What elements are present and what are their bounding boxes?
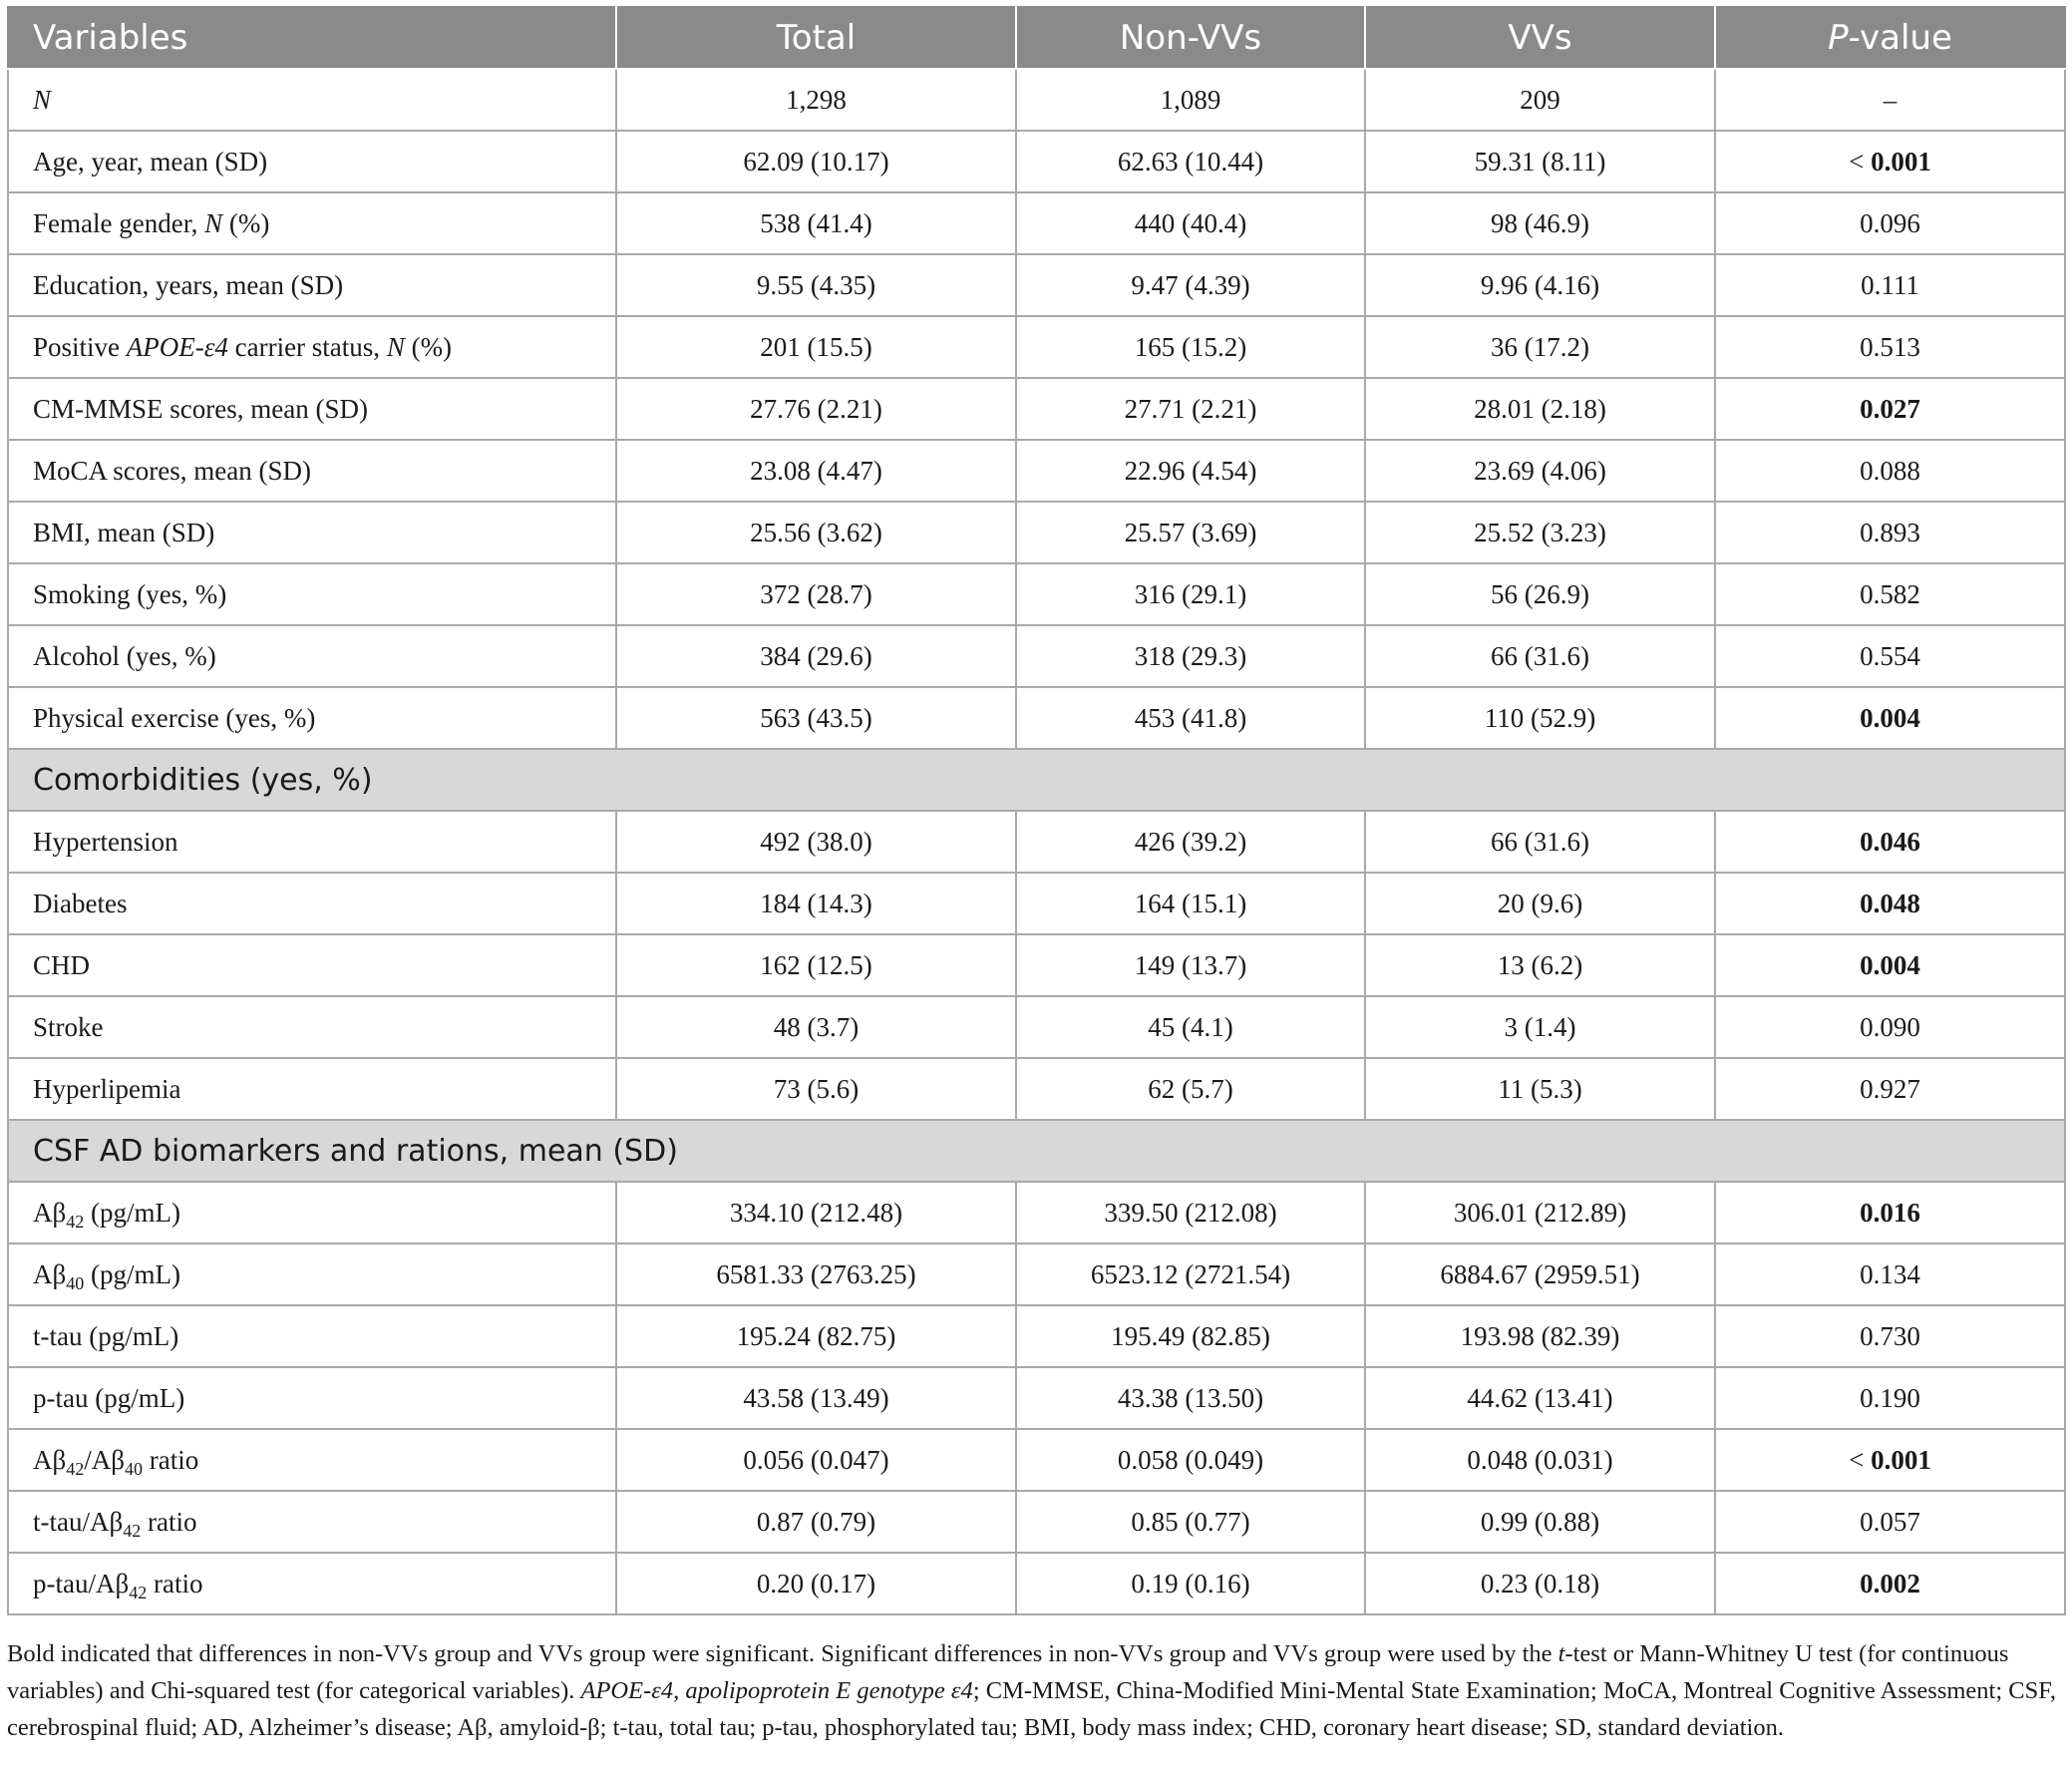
- variable-text: p-tau/Aβ: [33, 1568, 130, 1599]
- cell-non-vvs: 149 (13.7): [1016, 934, 1365, 996]
- cell-total: 384 (29.6): [616, 625, 1016, 687]
- cell-vvs: 306.01 (212.89): [1365, 1182, 1715, 1244]
- cell-total: 6581.33 (2763.25): [616, 1244, 1016, 1305]
- variable-text: Aβ: [33, 1258, 67, 1289]
- p-value-text: 0.016: [1860, 1197, 1920, 1228]
- cell-non-vvs: 426 (39.2): [1016, 811, 1365, 873]
- table-row: [8, 625, 2065, 687]
- p-value-comparator: <: [1849, 1444, 1872, 1475]
- cell-vvs: 25.52 (3.23): [1365, 502, 1715, 563]
- variable-text: N: [33, 84, 52, 115]
- cell-non-vvs: 0.058 (0.049): [1016, 1429, 1365, 1491]
- table-row: [8, 69, 2065, 131]
- header-non-vvs: Non-VVs: [1016, 7, 1365, 69]
- cell-total: 0.056 (0.047): [616, 1429, 1016, 1491]
- cell-non-vvs: 43.38 (13.50): [1016, 1367, 1365, 1429]
- cell-vvs: 9.96 (4.16): [1365, 254, 1715, 316]
- variable-label: [8, 934, 616, 996]
- variable-label: [8, 563, 616, 625]
- variable-text: carrier status,: [227, 331, 387, 362]
- cell-total: 73 (5.6): [616, 1058, 1016, 1120]
- variable-subscript: 42: [129, 1582, 148, 1602]
- table-row: [8, 873, 2065, 934]
- variable-text: (%): [222, 207, 270, 238]
- table-row: [8, 1182, 2065, 1244]
- cell-non-vvs: 9.47 (4.39): [1016, 254, 1365, 316]
- table-footnote: [7, 1635, 2064, 1746]
- table-row: [8, 1244, 2065, 1305]
- table-row: [8, 1305, 2065, 1367]
- cell-non-vvs: 62.63 (10.44): [1016, 131, 1365, 192]
- section-heading: Comorbidities (yes, %): [8, 749, 2065, 811]
- p-value-text: 0.057: [1860, 1506, 1920, 1537]
- cell-non-vvs: 6523.12 (2721.54): [1016, 1244, 1365, 1305]
- cell-vvs: 6884.67 (2959.51): [1365, 1244, 1715, 1305]
- cell-p-value: [1715, 316, 2065, 378]
- table-row: [8, 131, 2065, 192]
- cell-vvs: 28.01 (2.18): [1365, 378, 1715, 440]
- cell-p-value: [1715, 1244, 2065, 1305]
- cell-total: 563 (43.5): [616, 687, 1016, 749]
- variable-label: [8, 131, 616, 192]
- p-value-text: 0.027: [1860, 393, 1920, 424]
- p-value-text: –: [1883, 84, 1898, 115]
- p-value-text: 0.927: [1860, 1073, 1920, 1104]
- section-row: [8, 1120, 2065, 1182]
- variable-text: Physical exercise (yes, %): [33, 702, 316, 733]
- cell-total: 334.10 (212.48): [616, 1182, 1016, 1244]
- cell-total: 372 (28.7): [616, 563, 1016, 625]
- cell-non-vvs: 0.19 (0.16): [1016, 1553, 1365, 1614]
- cell-p-value: [1715, 1367, 2065, 1429]
- p-value-text: 0.090: [1860, 1011, 1920, 1042]
- cell-non-vvs: 45 (4.1): [1016, 996, 1365, 1058]
- cell-non-vvs: 440 (40.4): [1016, 192, 1365, 254]
- footnote-part-1: Bold indicated that differences in non-VVs group and VVs group were significant. Significant differences in non-VVs group and VVs group were used by the: [7, 1640, 1558, 1667]
- header-row: [8, 7, 2065, 69]
- cell-total: 0.20 (0.17): [616, 1553, 1016, 1614]
- variable-text: Positive: [33, 331, 127, 362]
- variable-label: [8, 192, 616, 254]
- variable-text: Diabetes: [33, 888, 128, 918]
- header-p-italic: P: [1828, 18, 1849, 58]
- table-row: [8, 378, 2065, 440]
- cell-non-vvs: 164 (15.1): [1016, 873, 1365, 934]
- variable-text: Age, year, mean (SD): [33, 146, 268, 177]
- cell-total: 9.55 (4.35): [616, 254, 1016, 316]
- variable-text: /Aβ: [84, 1444, 125, 1475]
- cell-p-value: [1715, 1429, 2065, 1491]
- p-value-text: 0.190: [1860, 1382, 1920, 1413]
- variable-label: [8, 254, 616, 316]
- cell-vvs: 23.69 (4.06): [1365, 440, 1715, 502]
- variable-label: [8, 996, 616, 1058]
- p-value-text: 0.004: [1860, 949, 1920, 980]
- cell-p-value: [1715, 378, 2065, 440]
- variable-text: Hyperlipemia: [33, 1073, 181, 1104]
- cell-p-value: [1715, 687, 2065, 749]
- variable-text-italic: N: [386, 331, 405, 362]
- footnote-t: t: [1557, 1640, 1565, 1667]
- cell-non-vvs: 318 (29.3): [1016, 625, 1365, 687]
- cell-p-value: [1715, 440, 2065, 502]
- cell-p-value: [1715, 625, 2065, 687]
- cell-p-value: [1715, 1058, 2065, 1120]
- p-value-text: 0.096: [1860, 207, 1920, 238]
- cell-non-vvs: 165 (15.2): [1016, 316, 1365, 378]
- table-row: [8, 502, 2065, 563]
- header-p-value: [1715, 7, 2065, 69]
- table-container: [7, 6, 2064, 1615]
- cell-total: 62.09 (10.17): [616, 131, 1016, 192]
- cell-p-value: [1715, 69, 2065, 131]
- baseline-characteristics-table: [7, 6, 2066, 1615]
- footnote-apoe: APOE-ε4, apolipoprotein E genotype ε4: [580, 1677, 973, 1704]
- cell-p-value: [1715, 811, 2065, 873]
- cell-total: 43.58 (13.49): [616, 1367, 1016, 1429]
- cell-total: 1,298: [616, 69, 1016, 131]
- cell-p-value: [1715, 1305, 2065, 1367]
- cell-vvs: 44.62 (13.41): [1365, 1367, 1715, 1429]
- variable-text: BMI, mean (SD): [33, 517, 215, 547]
- cell-vvs: 11 (5.3): [1365, 1058, 1715, 1120]
- variable-label: [8, 1182, 616, 1244]
- variable-text: Stroke: [33, 1011, 104, 1042]
- variable-text: ratio: [143, 1444, 199, 1475]
- variable-label: [8, 502, 616, 563]
- cell-vvs: 0.048 (0.031): [1365, 1429, 1715, 1491]
- variable-label: [8, 316, 616, 378]
- cell-vvs: 3 (1.4): [1365, 996, 1715, 1058]
- cell-non-vvs: 62 (5.7): [1016, 1058, 1365, 1120]
- cell-vvs: 0.99 (0.88): [1365, 1491, 1715, 1553]
- cell-vvs: 66 (31.6): [1365, 811, 1715, 873]
- cell-p-value: [1715, 254, 2065, 316]
- variable-text: Female gender,: [33, 207, 205, 238]
- variable-label: [8, 69, 616, 131]
- variable-label: [8, 1491, 616, 1553]
- cell-p-value: [1715, 131, 2065, 192]
- cell-total: 538 (41.4): [616, 192, 1016, 254]
- cell-vvs: 110 (52.9): [1365, 687, 1715, 749]
- cell-p-value: [1715, 1182, 2065, 1244]
- variable-text: ratio: [147, 1568, 203, 1599]
- cell-non-vvs: 339.50 (212.08): [1016, 1182, 1365, 1244]
- variable-label: [8, 687, 616, 749]
- cell-total: 23.08 (4.47): [616, 440, 1016, 502]
- table-row: [8, 1491, 2065, 1553]
- variable-text: Hypertension: [33, 826, 178, 857]
- cell-vvs: 66 (31.6): [1365, 625, 1715, 687]
- cell-total: 184 (14.3): [616, 873, 1016, 934]
- variable-label: [8, 1367, 616, 1429]
- p-value-text: 0.893: [1860, 517, 1920, 547]
- header-variables: Variables: [8, 7, 616, 69]
- cell-non-vvs: 1,089: [1016, 69, 1365, 131]
- table-row: [8, 192, 2065, 254]
- cell-vvs: 13 (6.2): [1365, 934, 1715, 996]
- table-row: [8, 1429, 2065, 1491]
- variable-text: Aβ: [33, 1197, 67, 1228]
- cell-vvs: 56 (26.9): [1365, 563, 1715, 625]
- variable-subscript: 42: [123, 1520, 142, 1541]
- footnote-part-3: ; CM-MMSE, China-Modified Mini-Mental State Examination; MoCA, Montreal Cognitive Assessment; CSF, cerebrospinal fluid; AD, Alzheimer’s disease; Aβ, amyloid-β; t-tau, total tau; p-tau, phosphorylated tau; BMI, body mass index; CHD, coronary heart disease; SD, standard deviation.: [7, 1677, 2057, 1741]
- variable-text: Aβ: [33, 1444, 67, 1475]
- table-row: [8, 254, 2065, 316]
- cell-non-vvs: 453 (41.8): [1016, 687, 1365, 749]
- p-value-text: 0.730: [1860, 1320, 1920, 1351]
- variable-label: [8, 811, 616, 873]
- cell-non-vvs: 0.85 (0.77): [1016, 1491, 1365, 1553]
- variable-text: (pg/mL): [84, 1258, 180, 1289]
- variable-text-italic: APOE-ε4: [126, 331, 228, 362]
- cell-p-value: [1715, 1491, 2065, 1553]
- variable-text: p-tau (pg/mL): [33, 1382, 185, 1413]
- cell-p-value: [1715, 873, 2065, 934]
- table-row: [8, 563, 2065, 625]
- p-value-text: 0.046: [1860, 826, 1920, 857]
- footnote-part-2: -test or Mann-Whitney U test (for continuous variables) and Chi-squared test (for categorical variables).: [7, 1640, 2009, 1704]
- variable-text: Alcohol (yes, %): [33, 640, 216, 671]
- variable-subscript: 42: [66, 1458, 85, 1479]
- p-value-text: 0.134: [1860, 1258, 1920, 1289]
- p-value-text: 0.002: [1860, 1568, 1920, 1599]
- cell-total: 48 (3.7): [616, 996, 1016, 1058]
- variable-subscript: 40: [125, 1458, 143, 1479]
- cell-vvs: 36 (17.2): [1365, 316, 1715, 378]
- header-vvs: VVs: [1365, 7, 1715, 69]
- table-row: [8, 316, 2065, 378]
- p-value-text: 0.001: [1871, 146, 1931, 177]
- cell-vvs: 20 (9.6): [1365, 873, 1715, 934]
- cell-vvs: 98 (46.9): [1365, 192, 1715, 254]
- cell-non-vvs: 195.49 (82.85): [1016, 1305, 1365, 1367]
- p-value-text: 0.554: [1860, 640, 1920, 671]
- cell-p-value: [1715, 1553, 2065, 1614]
- cell-total: 27.76 (2.21): [616, 378, 1016, 440]
- variable-text: Education, years, mean (SD): [33, 269, 344, 300]
- cell-vvs: 0.23 (0.18): [1365, 1553, 1715, 1614]
- p-value-text: 0.001: [1871, 1444, 1931, 1475]
- variable-text: CM-MMSE scores, mean (SD): [33, 393, 368, 424]
- section-heading: CSF AD biomarkers and rations, mean (SD): [8, 1120, 2065, 1182]
- cell-total: 25.56 (3.62): [616, 502, 1016, 563]
- variable-subscript: 42: [66, 1211, 85, 1232]
- variable-label: [8, 378, 616, 440]
- table-body: [8, 69, 2065, 1614]
- variable-label: [8, 1429, 616, 1491]
- cell-p-value: [1715, 996, 2065, 1058]
- cell-p-value: [1715, 502, 2065, 563]
- variable-text: Smoking (yes, %): [33, 578, 227, 609]
- cell-total: 0.87 (0.79): [616, 1491, 1016, 1553]
- cell-total: 162 (12.5): [616, 934, 1016, 996]
- variable-label: [8, 1244, 616, 1305]
- variable-text: (pg/mL): [84, 1197, 180, 1228]
- cell-p-value: [1715, 192, 2065, 254]
- table-row: [8, 1367, 2065, 1429]
- variable-text: t-tau/Aβ: [33, 1506, 124, 1537]
- p-value-text: 0.111: [1861, 269, 1919, 300]
- cell-vvs: 59.31 (8.11): [1365, 131, 1715, 192]
- table-row: [8, 934, 2065, 996]
- variable-text: (%): [404, 331, 453, 362]
- table-row: [8, 687, 2065, 749]
- cell-non-vvs: 27.71 (2.21): [1016, 378, 1365, 440]
- cell-total: 201 (15.5): [616, 316, 1016, 378]
- cell-p-value: [1715, 563, 2065, 625]
- variable-label: [8, 1058, 616, 1120]
- section-row: [8, 749, 2065, 811]
- cell-non-vvs: 22.96 (4.54): [1016, 440, 1365, 502]
- p-value-text: 0.048: [1860, 888, 1920, 918]
- variable-text: CHD: [33, 949, 91, 980]
- table-row: [8, 1058, 2065, 1120]
- variable-text: ratio: [141, 1506, 197, 1537]
- header-p-suffix: -value: [1848, 18, 1952, 58]
- table-row: [8, 440, 2065, 502]
- cell-vvs: 209: [1365, 69, 1715, 131]
- cell-non-vvs: 316 (29.1): [1016, 563, 1365, 625]
- header-total: Total: [616, 7, 1016, 69]
- variable-label: [8, 1305, 616, 1367]
- p-value-text: 0.582: [1860, 578, 1920, 609]
- cell-non-vvs: 25.57 (3.69): [1016, 502, 1365, 563]
- variable-label: [8, 625, 616, 687]
- p-value-comparator: <: [1849, 146, 1872, 177]
- variable-label: [8, 873, 616, 934]
- cell-vvs: 193.98 (82.39): [1365, 1305, 1715, 1367]
- p-value-text: 0.513: [1860, 331, 1920, 362]
- variable-subscript: 40: [66, 1272, 85, 1293]
- table-row: [8, 1553, 2065, 1614]
- p-value-text: 0.004: [1860, 702, 1920, 733]
- variable-label: [8, 440, 616, 502]
- cell-total: 492 (38.0): [616, 811, 1016, 873]
- variable-text-italic: N: [204, 207, 223, 238]
- variable-text: t-tau (pg/mL): [33, 1320, 179, 1351]
- table-row: [8, 811, 2065, 873]
- table-row: [8, 996, 2065, 1058]
- variable-label: [8, 1553, 616, 1614]
- cell-total: 195.24 (82.75): [616, 1305, 1016, 1367]
- variable-text: MoCA scores, mean (SD): [33, 455, 311, 486]
- p-value-text: 0.088: [1860, 455, 1920, 486]
- cell-p-value: [1715, 934, 2065, 996]
